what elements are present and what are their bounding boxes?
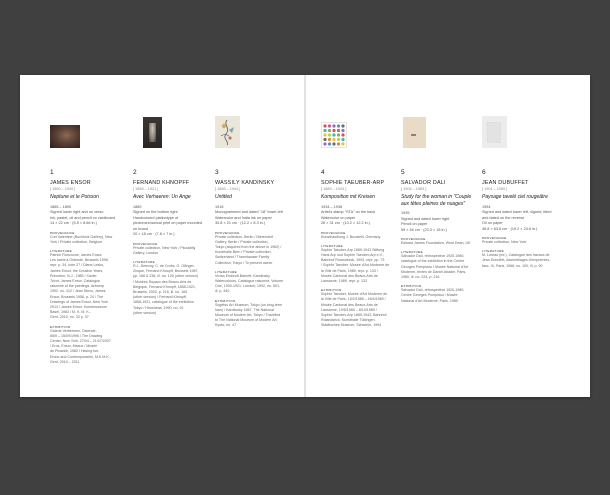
artwork-thumbnail-frame xyxy=(50,94,126,148)
section-heading: LITERATURE xyxy=(133,259,156,264)
thumbnail-dot xyxy=(323,129,326,132)
section-heading: PROVENANCE xyxy=(401,237,426,241)
entry-number: 3 xyxy=(215,169,219,176)
artwork-thumbnail[interactable] xyxy=(215,116,240,148)
provenance-section xyxy=(321,231,397,240)
artist-name: SOPHIE TAEUBER-ARP xyxy=(321,180,385,186)
artist-name: FERNAND KHNOPFF xyxy=(133,180,190,186)
entry-number: 1 xyxy=(50,169,54,176)
provenance-section xyxy=(401,237,477,246)
literature-section xyxy=(133,260,209,316)
provenance-section xyxy=(482,236,558,245)
thumbnail-dot xyxy=(328,138,331,141)
section-body: Private collection, New York / Piccadilly Gallery, London xyxy=(133,245,196,255)
artwork-thumbnail[interactable] xyxy=(403,117,426,148)
section-heading: EXHIBITION xyxy=(50,324,71,329)
artist-dates: [ 1860 – 1949 ] xyxy=(50,187,76,191)
section-body: Private collection, New York xyxy=(482,240,527,244)
thumbnail-dot xyxy=(337,138,340,141)
catalogue-entry xyxy=(50,94,126,365)
artist-name: SALVADOR DALI xyxy=(401,180,446,186)
artwork-details: 1935 Signed and dated lower right Pencil on paper 59 × 46 cm · (23.3 × 18 in.) xyxy=(401,211,450,232)
artwork-thumbnail-frame xyxy=(321,94,397,148)
thumbnail-dot xyxy=(337,129,340,132)
section-body: M. Loreau (ed.), Catalogue des travaux de Jean Dubuffet, Assemblages d'empreintes, fasc. IX, Paris, 1968, no. 100, ill. p. 90 xyxy=(482,253,551,268)
thumbnail-dot xyxy=(341,133,344,136)
thumbnail-dot xyxy=(341,124,344,127)
exhibition-section xyxy=(321,288,397,328)
section-heading: LITERATURE xyxy=(401,250,424,255)
artist-name: JEAN DUBUFFET xyxy=(482,180,529,186)
section-body: Edward James Foundation, West Dean, UK xyxy=(401,241,471,245)
artwork-details: 1954 Signed and dated lower left, signed, titled and dated on the reverse Oil on paper 48.8 × 63.8 cm · (19.2 × 24.6 in.) xyxy=(482,204,552,231)
section-body: Galerie Vertiermen, Ostende, 8/69 – 15/09/1996 / The Drawing Center, New York, 27/04 – 21/07/2007 / Eros, Ensor, Meaux / Musée de Picardie, 1982 / Having fun: Ensor and Contemporaries, M.K.M.K., Gent, 2010 – 2011 xyxy=(50,328,111,364)
artwork-details: 1889 Signed on the bottom right Handcolored platinotype of photomechanical print on paper mounted on board 20 × 18 cm · (7.8 × 7 in.) xyxy=(133,204,203,236)
artwork-title: Neptune et le Poisson xyxy=(50,194,99,200)
thumbnail-dot xyxy=(323,124,326,127)
artist-name: WASSILY KANDINSKY xyxy=(215,180,275,186)
literature-section xyxy=(215,270,291,295)
artwork-details: 1918 Monogrammed and dated "18" lower left Watercolor and India ink on paper 30.8 × 21 cm · (12.2 × 8.3 in.) xyxy=(215,204,283,225)
artist-name: JAMES ENSOR xyxy=(50,180,91,186)
section-body: Curt Valentine (Buchholz Gallery), New York / Private collection, Belgium xyxy=(50,234,113,244)
section-body: R.L. Delevoy, C. de Croës, G. Ollinger- Zinque, Fernand Khnopff, Brussels 1987, pp. 168 & 236, ill. no. 126 (other version) / Musées Royaux des Beaux-Arts de Belgique, Fernand Khnopff, 1858-1921, Brussels, 2003, p. 216, ill. no. 165 (other version) / Fernand Khnopff, 1858-1921, catalogue of the exhibition Tokyo / Hiroshima, 1990, no. 91 (other version) xyxy=(133,263,199,315)
artwork-title: Untitled xyxy=(215,194,232,200)
thumbnail-dot xyxy=(332,129,335,132)
artwork-title: Komposition mit Kreisen xyxy=(321,194,375,200)
section-heading: PROVENANCE xyxy=(50,230,75,235)
provenance-section xyxy=(133,242,209,256)
literature-section xyxy=(482,249,558,269)
section-body: Patrick Florizoone, James Ensor. Les bains à Ostende, Brussels 1996, repr. p. 34, note 27 / Diane Lesko, James Ensor, the Creative Years, Princeton, N.J., 1985 / Xavier Tricot, James Ensor, Catalogue raisonné of the paintings, Antwerp 1992, no. 412 / Jean Stevo, James Ensor, Brussels 1958, p. 24 / The Drawings of James Ensor, New York 2014 / James Ensor, Kunstmuseum Basel, 1983 / M. K. M. K., Gent, 2010, no. 33 p. 37 xyxy=(50,252,109,320)
page-gutter xyxy=(304,75,306,397)
artwork-title: Study for the woman in "Couple aux têtes pleines de nuages" xyxy=(401,194,472,207)
catalogue-entry xyxy=(321,94,397,329)
exhibition-section xyxy=(401,284,477,304)
thumbnail-dot xyxy=(337,124,340,127)
section-heading: LITERATURE xyxy=(321,243,344,248)
section-body: Private collection, Berlin / Nierendorf Gallery, Berlin / Private collection, Tokyo (acquired from the above in 1962) / Kunsthalle Bern / Private collection, Switzerland / Thannhauser Family Collection, Tokyo / To present owner xyxy=(215,234,282,265)
section-heading: EXHIBITION xyxy=(401,284,422,289)
section-heading: PROVENANCE xyxy=(482,236,507,240)
section-body: Sophie Taeuber, Musée d'Art Moderne de la Ville de Paris, 15/2/1989 – 16/4/1989 / Musée Cantonal des Beaux-Arts de Lausanne, 19/5/1989 – 8/10/1989 / Sophie Taeuber-Arp 1889-1943, Bahnhof Rolandseck, Kunsthalle Tübingen, Städtisches Museum, Schwerin, 1994 xyxy=(321,292,388,328)
kandinsky-thumbnail-art xyxy=(215,116,240,148)
thumbnail-dot xyxy=(328,129,331,132)
thumbnail-dot xyxy=(341,129,344,132)
thumbnail-dot xyxy=(323,133,326,136)
artwork-thumbnail-frame xyxy=(482,94,558,148)
entry-number: 4 xyxy=(321,169,325,176)
dubuffet-thumbnail-art xyxy=(482,116,507,148)
catalogue-entry xyxy=(133,94,209,316)
thumbnail-dot xyxy=(332,142,335,145)
thumbnail-dot xyxy=(332,124,335,127)
entry-number: 2 xyxy=(133,169,137,176)
section-heading: PROVENANCE xyxy=(133,241,158,246)
section-body: Vivian Endicott Barnett, Kandinsky Watercolours, Catalogue raisonné, Volume One, 1900-1921, London, 1992, no. 501, ill. p. 440 xyxy=(215,273,284,294)
literature-section xyxy=(321,244,397,284)
artwork-thumbnail-frame xyxy=(133,94,209,148)
thumbnail-dot xyxy=(341,138,344,141)
entry-number: 6 xyxy=(482,169,486,176)
artwork-thumbnail[interactable] xyxy=(482,116,507,148)
section-heading: LITERATURE xyxy=(482,249,505,254)
thumbnail-dot xyxy=(328,124,331,127)
artwork-thumbnail[interactable] xyxy=(50,125,80,148)
section-body: Sophie Taeuber-Arp 1889-1943 Stiftung Hans Arp und Sophie Taeuber-Arp e.V., Bahnhof Rolandseck, 1993, repr. pp. 73 / Sophie Taeuber, Musée d'Art Moderne de la Ville de Paris, 1989, repr. p. 133 / Musée Cantonal des Beaux-Arts de Lausanne, 1989, repr. p. 133 xyxy=(321,247,390,283)
artwork-thumbnail[interactable] xyxy=(321,122,347,148)
literature-section xyxy=(401,250,477,280)
thumbnail-dot xyxy=(332,133,335,136)
thumbnail-dot xyxy=(337,142,340,145)
thumbnail-dot xyxy=(323,142,326,145)
artwork-thumbnail-frame xyxy=(401,94,477,148)
artwork-thumbnail[interactable] xyxy=(143,117,162,148)
catalogue-entry xyxy=(401,94,477,304)
catalogue-entry xyxy=(482,94,558,269)
section-heading: LITERATURE xyxy=(215,269,238,274)
catalogue-entry xyxy=(215,94,291,329)
literature-section xyxy=(50,249,126,321)
artist-dates: [ 1901 – 1985 ] xyxy=(482,187,508,191)
artist-dates: [ 1866 – 1944 ] xyxy=(215,187,241,191)
dali-thumbnail-art xyxy=(403,117,426,148)
entry-number: 5 xyxy=(401,169,405,176)
artwork-title: Avec Verhaeren: Un Ange xyxy=(133,194,191,200)
section-heading: EXHIBITION xyxy=(215,298,236,303)
provenance-section xyxy=(215,231,291,266)
section-heading: PROVENANCE xyxy=(215,230,240,235)
exhibition-section xyxy=(50,325,126,365)
exhibition-section xyxy=(215,299,291,329)
artwork-details: 1885 – 1890 Signed lower right and on verso Ink, pastel, oil and pencil on cardboard 14 × 22 cm · (5.5 × 8.66 in.) xyxy=(50,204,116,225)
artwork-title: Paysage tavelé ciel rougeâtre xyxy=(482,194,548,200)
thumbnail-dot xyxy=(337,133,340,136)
thumbnail-dot xyxy=(332,138,335,141)
thumbnail-dot xyxy=(323,138,326,141)
catalogue-spread xyxy=(20,75,590,397)
artist-dates: [ 1889 – 1943 ] xyxy=(321,187,347,191)
section-heading: PROVENANCE xyxy=(321,230,346,235)
section-body: Salvador Dalí, rétrospective 1920-1980, catalogue of the exhibition in the Centre Georges Pompidou / Musée National d'Art Moderne, textes de Daniel Abadie, Paris, 1980, ill. no. 224, p. 216 xyxy=(401,254,469,280)
section-heading: LITERATURE xyxy=(50,248,73,253)
provenance-section xyxy=(50,231,126,245)
thumbnail-dot xyxy=(328,142,331,145)
artist-dates: [ 1904 – 1989 ] xyxy=(401,187,427,191)
artwork-thumbnail-frame xyxy=(215,94,291,148)
artist-dates: [ 1858 – 1921 ] xyxy=(133,187,159,191)
section-body: Kunsthandlung J. Bucarelli, Germany xyxy=(321,234,381,239)
section-body: Salvador Dalí, rétrospective 1920-1980, Centre Georges Pompidou / Musée National d'Art Moderne, Paris, 1980 xyxy=(401,288,465,303)
section-heading: EXHIBITION xyxy=(321,288,342,293)
dot-grid-thumbnail-art xyxy=(322,123,346,147)
section-body: Sogetsu Art Museum, Tokyo (on long-term loan) / Kandinsky 1867, The National Museum of Modern Art, Tokyo / Travelled to The National Museum of Modern Art, Kyoto, no. 47 xyxy=(215,302,283,328)
thumbnail-dot xyxy=(328,133,331,136)
thumbnail-dot xyxy=(341,142,344,145)
artwork-details: 1934 – 1938 Artist's stamp "STA" on the back Watercolor on paper 26 × 31 cm · (10.2 × 12.2 in.) xyxy=(321,204,376,225)
